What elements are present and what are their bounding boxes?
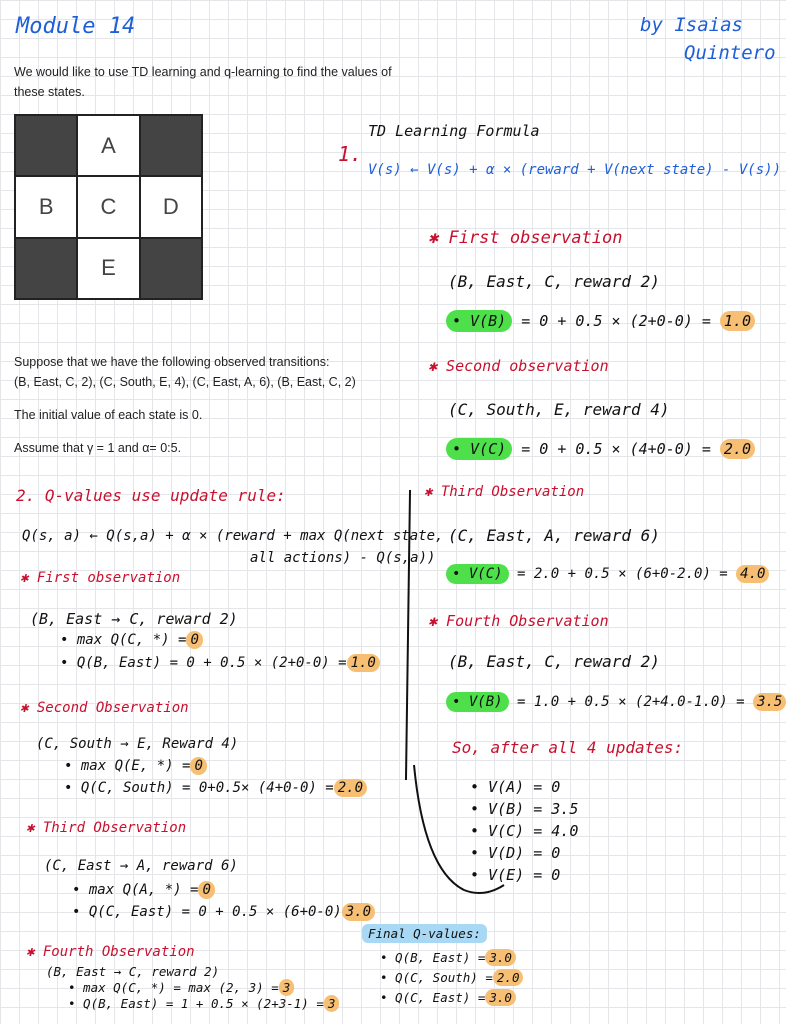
td-obs4-label: ✱ Fourth Observation — [428, 612, 609, 630]
td-obs4-lhs: • V(B) — [446, 692, 509, 712]
q-heading: 2. Q-values use update rule: — [16, 486, 286, 505]
q-obs1-max-result: 0 — [186, 631, 202, 649]
td-obs2-calc: = 0 + 0.5 × (4+0-0) = — [521, 440, 711, 458]
td-obs4-calc-row — [446, 694, 786, 710]
q-obs3-q: • Q(C, East) = 0 + 0.5 × (6+0-0) — [72, 904, 342, 920]
q-obs2-q: • Q(C, South) = 0+0.5× (4+0-0) = — [64, 780, 334, 796]
q-obs2-q-result: 2.0 — [334, 779, 367, 797]
q-obs4-label: ✱ Fourth Observation — [26, 944, 195, 960]
td-obs4-calc: = 1.0 + 0.5 × (2+4.0-1.0) = — [517, 694, 745, 710]
q-formula-line1: Q(s, a) ← Q(s,a) + α × (reward + max Q(next state, — [22, 528, 444, 544]
td-obs3-calc-row — [446, 566, 769, 582]
q-obs1-q-result: 1.0 — [347, 654, 380, 672]
final-q-b-east: • Q(B, East) = 3.0 — [380, 950, 516, 965]
td-obs1-tuple: (B, East, C, reward 2) — [448, 272, 660, 291]
q-formula-line2: all actions) - Q(s,a)) — [250, 550, 436, 566]
q-obs4-q-row — [68, 996, 339, 1011]
transitions-list: (B, East, C, 2), (C, South, E, 4), (C, East, A, 6), (B, East, C, 2) — [14, 375, 356, 389]
q-obs2-max-row — [64, 758, 207, 774]
grid-cell-blank — [15, 115, 77, 176]
q-obs4-max-row — [68, 980, 294, 995]
q-obs4-q-result: 3 — [324, 995, 340, 1012]
intro-text: We would like to use TD learning and q-learning to find the values of these states. — [14, 65, 392, 99]
td-obs3-lhs: • V(C) — [446, 564, 509, 584]
q-obs3-max: • max Q(A, *) = — [72, 882, 199, 898]
td-final-v-d: • V(D) = 0 — [470, 844, 561, 862]
initial-values: The initial value of each state is 0. — [14, 408, 203, 422]
grid-cell-e: E — [77, 238, 139, 299]
final-q-label: Final Q-values: — [362, 924, 487, 943]
author-name-line1: by Isaias — [640, 14, 743, 36]
td-obs2-tuple: (C, South, E, reward 4) — [448, 400, 670, 419]
final-q-c-south: • Q(C, South) = 2.0 — [380, 970, 523, 985]
td-obs2-label: ✱ Second observation — [428, 357, 609, 375]
td-final-v-c: • V(C) = 4.0 — [470, 822, 579, 840]
td-obs3-tuple: (C, East, A, reward 6) — [448, 526, 660, 545]
q-obs4-max-result: 3 — [279, 979, 295, 996]
td-obs1-result: 1.0 — [720, 311, 755, 331]
q-obs1-max-row — [60, 632, 203, 648]
grid-cell-blank — [140, 238, 202, 299]
td-obs4-result: 3.5 — [753, 693, 786, 711]
td-formula: V(s) ← V(s) + α × (reward + V(next state) - V(s)) — [368, 162, 782, 178]
td-section-number: 1. — [338, 142, 363, 166]
grid-cell-blank — [140, 115, 202, 176]
td-final-v-a: • V(A) = 0 — [470, 778, 561, 796]
td-obs2-lhs: • V(C) — [446, 438, 512, 460]
q-obs4-tuple: (B, East → C, reward 2) — [46, 964, 220, 979]
q-obs2-max: • max Q(E, *) = — [64, 758, 191, 774]
bracket-curve — [404, 760, 554, 910]
td-obs2-calc-row — [446, 440, 755, 458]
q-obs3-label: ✱ Third Observation — [26, 820, 187, 836]
td-obs3-label: ✱ Third Observation — [424, 484, 585, 500]
td-obs1-calc-row — [446, 312, 755, 330]
td-final-v-e: • V(E) = 0 — [470, 866, 561, 884]
grid-cell-c: C — [77, 176, 139, 237]
q-obs1-q-row — [60, 655, 380, 671]
td-summary-label: So, after all 4 updates: — [452, 738, 684, 757]
grid-cell-a: A — [77, 115, 139, 176]
q-obs3-q-row — [72, 904, 375, 920]
q-obs3-tuple: (C, East → A, reward 6) — [44, 858, 238, 874]
q-obs3-max-row — [72, 882, 215, 898]
q-obs1-q: • Q(B, East) = 0 + 0.5 × (2+0-0) = — [60, 655, 347, 671]
td-obs4-tuple: (B, East, C, reward 2) — [448, 652, 660, 671]
q-obs1-max: • max Q(C, *) = — [60, 632, 187, 648]
td-obs2-result: 2.0 — [720, 439, 755, 459]
td-heading: TD Learning Formula — [368, 122, 540, 140]
q-obs1-label: ✱ First observation — [20, 570, 181, 586]
q-obs3-max-result: 0 — [198, 881, 214, 899]
author-name-line2: Quintero — [684, 42, 776, 64]
q-obs2-q-row — [64, 780, 367, 796]
state-grid — [14, 114, 203, 300]
q-obs4-q: • Q(B, East) = 1 + 0.5 × (2+3-1) = — [68, 996, 324, 1011]
q-obs2-label: ✱ Second Observation — [20, 700, 189, 716]
td-obs1-lhs: • V(B) — [446, 310, 512, 332]
grid-cell-blank — [15, 238, 77, 299]
q-obs1-tuple: (B, East → C, reward 2) — [30, 610, 238, 628]
q-obs2-max-result: 0 — [190, 757, 206, 775]
page-title: Module 14 — [16, 14, 136, 39]
td-final-v-b: • V(B) = 3.5 — [470, 800, 579, 818]
assumption: Assume that γ = 1 and α= 0:5. — [14, 441, 182, 455]
final-q-c-east: • Q(C, East) = 3.0 — [380, 990, 516, 1005]
q-obs3-q-result: 3.0 — [342, 903, 375, 921]
grid-cell-d: D — [140, 176, 202, 237]
td-obs1-calc: = 0 + 0.5 × (2+0-0) = — [521, 312, 711, 330]
td-obs3-result: 4.0 — [736, 565, 769, 583]
q-obs4-max: • max Q(C, *) = max (2, 3) = — [68, 980, 279, 995]
grid-cell-b: B — [15, 176, 77, 237]
td-obs1-label: ✱ First observation — [428, 228, 623, 248]
q-obs2-tuple: (C, South → E, Reward 4) — [36, 736, 239, 752]
td-obs3-calc: = 2.0 + 0.5 × (6+0-2.0) = — [517, 566, 728, 582]
transitions-intro: Suppose that we have the following observed transitions: — [14, 355, 330, 369]
